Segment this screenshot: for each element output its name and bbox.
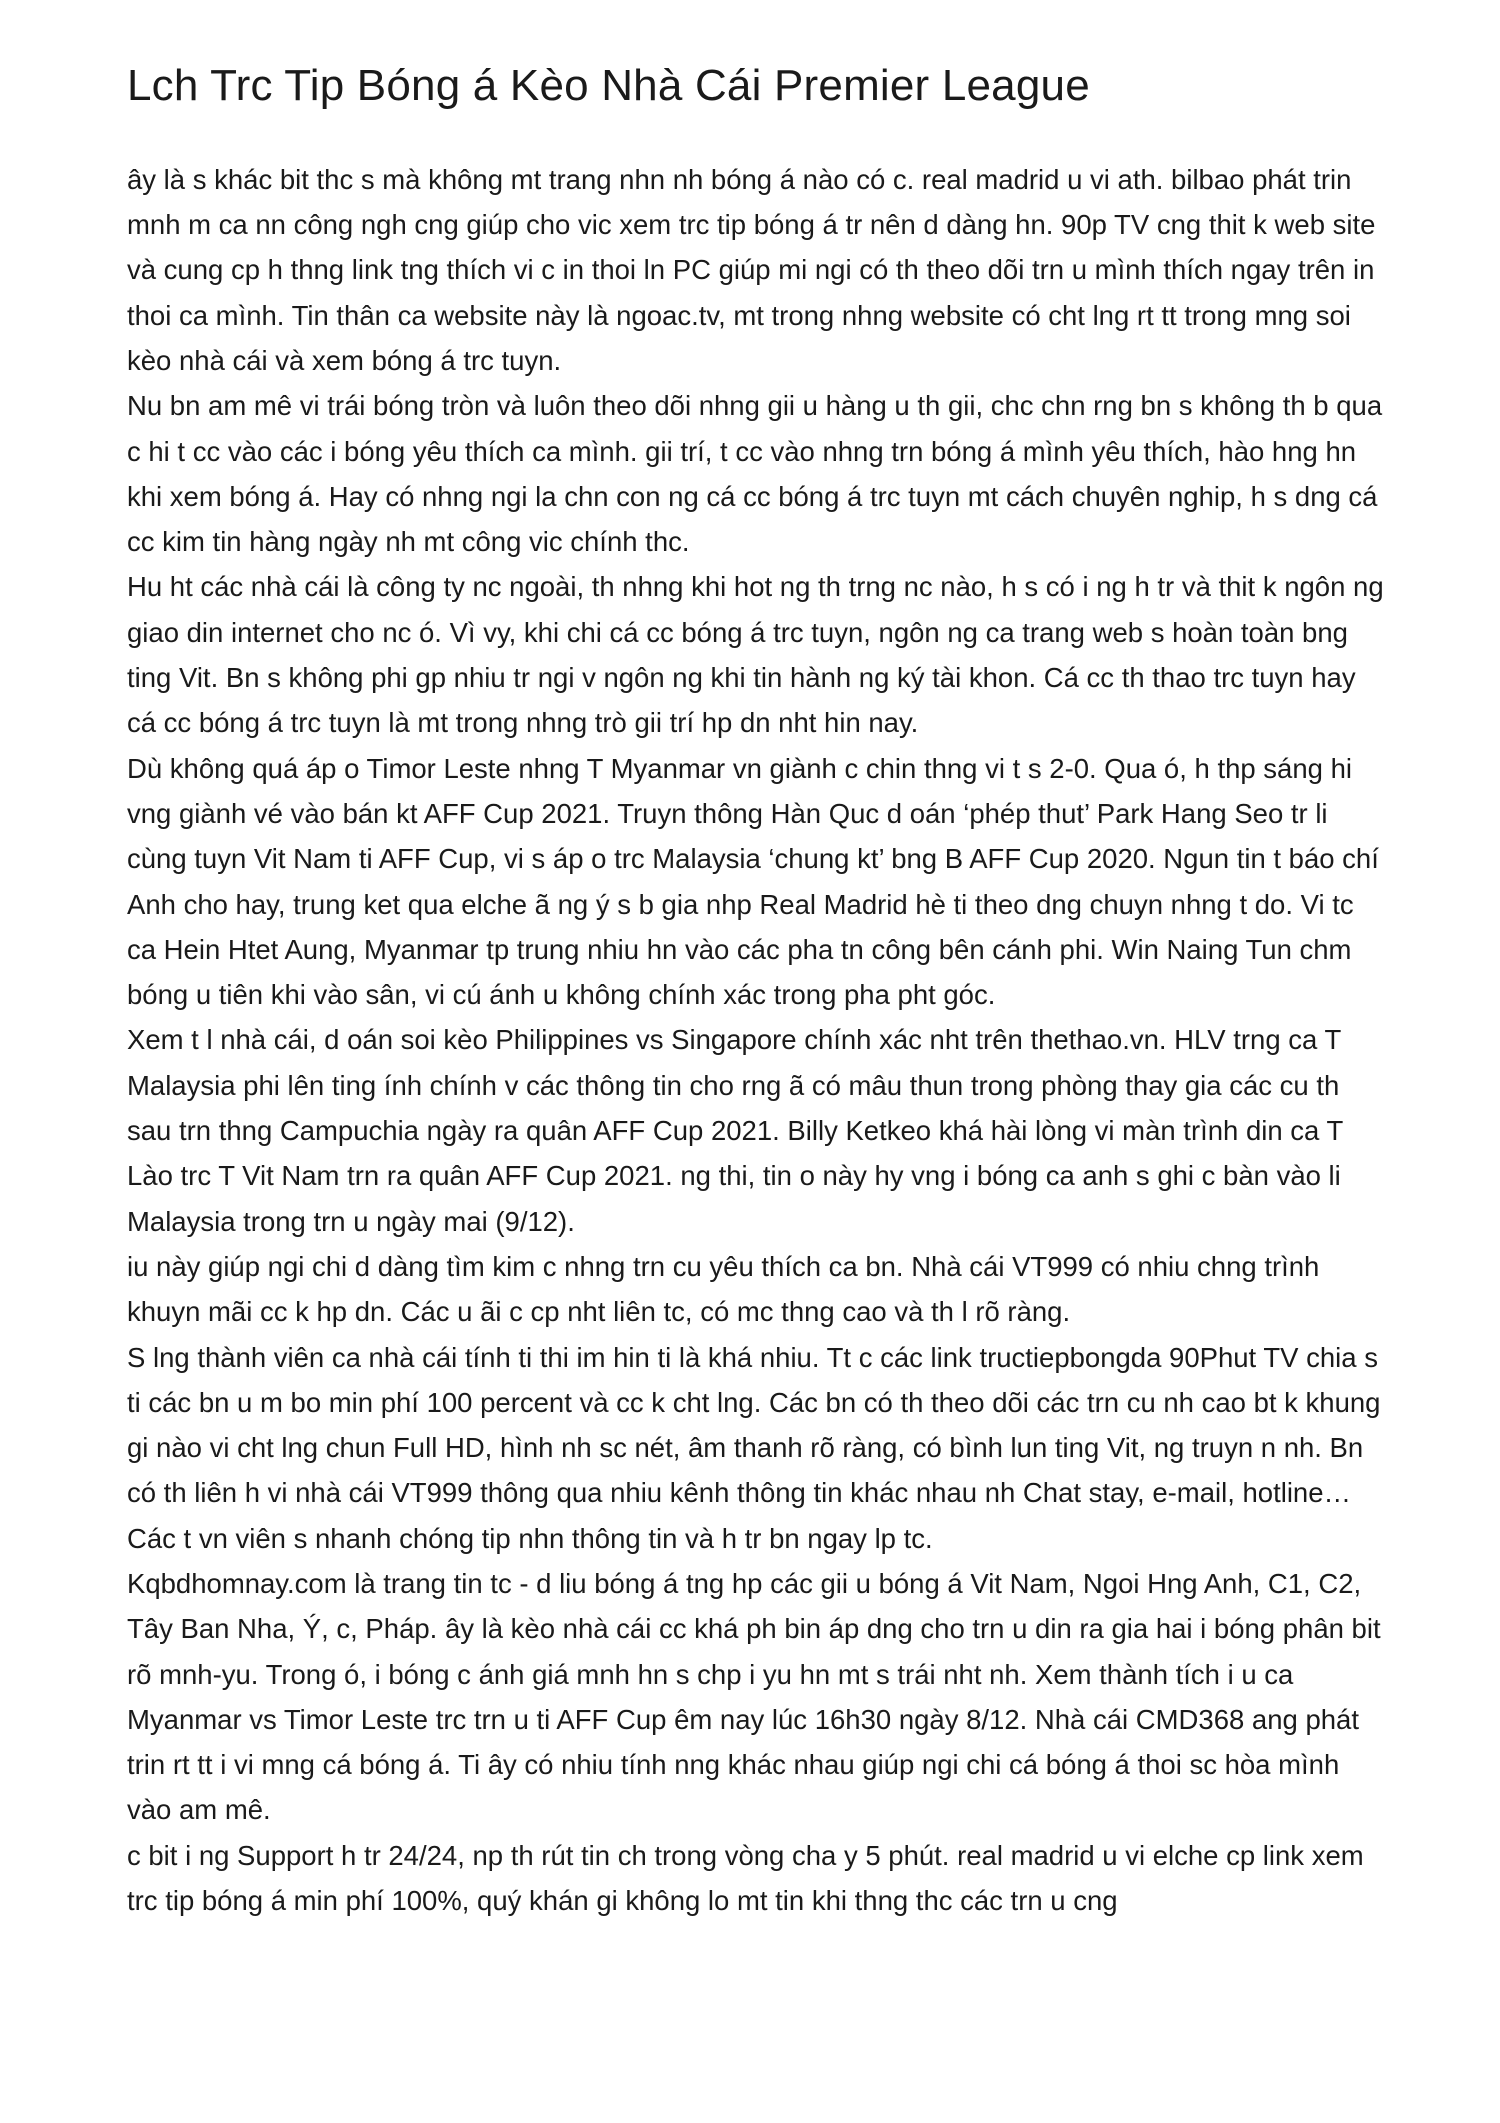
paragraph-8: Kqbdhomnay.com là trang tin tc - d liu bóng á tng hp các gii u bóng á Vit Nam, Ngoi Hng Anh, C1, C2, Tây Ban Nha, Ý, c, Pháp. ây là kèo nhà cái cc khá ph bin áp dng cho trn u din ra gia hai i bóng phân bit rõ mnh-yu. Trong ó, i bóng c ánh giá mnh hn s chp i yu hn mt s trái nht nh. Xem thành tích i u ca Myanmar vs Timor Leste trc trn u ti AFF Cup êm nay lúc 16h30 ngày 8/12. Nhà cái CMD368 ang phát trin rt tt i vi mng cá bóng á. Ti ây có nhiu tính nng khác nhau giúp ngi chi cá bóng á thoi sc hòa mình vào am mê.	[127, 1568, 1381, 1826]
paragraph-5: Xem t l nhà cái, d oán soi kèo Philippines vs Singapore chính xác nht trên thethao.vn. HLV trng ca T Malaysia phi lên ting ính chính v các thông tin cho rng ã có mâu thun trong phòng thay gia các cu th sau trn thng Campuchia ngày ra quân AFF Cup 2021. Billy Ketkeo khá hài lòng vi màn trình din ca T Lào trc T Vit Nam trn ra quân AFF Cup 2021. ng thi, tin o này hy vng i bóng ca anh s ghi c bàn vào li Malaysia trong trn u ngày mai (9/12).	[127, 1024, 1343, 1237]
document-title: Lch Trc Tip Bóng á Kèo Nhà Cái Premier League	[127, 61, 1090, 110]
paragraph-4: Dù không quá áp o Timor Leste nhng T Myanmar vn giành c chin thng vi t s 2-0. Qua ó, h thp sáng hi vng giành vé vào bán kt AFF Cup 2021. Truyn thông Hàn Quc d oán ‘phép thut’ Park Hang Seo tr li cùng tuyn Vit Nam ti AFF Cup, vi s áp o trc Malaysia ‘chung kt’ bng B AFF Cup 2020. Ngun tin t báo chí Anh cho hay, trung ket qua elche ã ng ý s b gia nhp Real Madrid hè ti theo dng chuyn nhng t do. Vi tc ca Hein Htet Aung, Myanmar tp trung nhiu hn vào các pha tn công bên cánh phi. Win Naing Tun chm bóng u tiên khi vào sân, vi cú ánh u không chính xác trong pha pht góc.	[127, 752, 1379, 1011]
paragraph-3: Hu ht các nhà cái là công ty nc ngoài, th nhng khi hot ng th trng nc nào, h s có i ng h tr và thit k ngôn ng giao din internet cho nc ó. Vì vy, khi chi cá cc bóng á trc tuyn, ngôn ng ca trang web s hoàn toàn bng ting Vit. Bn s không phi gp nhiu tr ngi v ngôn ng khi tin hành ng ký tài khon. Cá cc th thao trc tuyn hay cá cc bóng á trc tuyn là mt trong nhng trò gii trí hp dn nht hin nay.	[127, 571, 1384, 739]
paragraph-9: c bit i ng Support h tr 24/24, np th rút tin ch trong vòng cha y 5 phút. real madrid u vi elche cp link xem trc tip bóng á min phí 100%, quý khán gi không lo mt tin khi thng thc các trn u cng	[127, 1839, 1364, 1917]
document-page	[127, 60, 1387, 1923]
document-body	[127, 157, 1387, 1924]
paragraph-6: iu này giúp ngi chi d dàng tìm kim c nhng trn cu yêu thích ca bn. Nhà cái VT999 có nhiu chng trình khuyn mãi cc k hp dn. Các u ãi c cp nht liên tc, có mc thng cao và th l rõ ràng.	[127, 1250, 1320, 1328]
paragraph-2: Nu bn am mê vi trái bóng tròn và luôn theo dõi nhng gii u hàng u th gii, chc chn rng bn s không th b qua c hi t cc vào các i bóng yêu thích ca mình. gii trí, t cc vào nhng trn bóng á mình yêu thích, hào hng hn khi xem bóng á. Hay có nhng ngi la chn con ng cá cc bóng á trc tuyn mt cách chuyên nghip, h s dng cá cc kim tin hàng ngày nh mt công vic chính thc.	[127, 390, 1383, 558]
paragraph-1: ây là s khác bit thc s mà không mt trang nhn nh bóng á nào có c. real madrid u vi ath. bilbao phát trin mnh m ca nn công ngh cng giúp cho vic xem trc tip bóng á tr nên d dàng hn. 90p TV cng thit k web site và cung cp h thng link tng thích vi c in thoi ln PC giúp mi ngi có th theo dõi trn u mình thích ngay trên in thoi ca mình. Tin thân ca website này là ngoac.tv, mt trong nhng website có cht lng rt tt trong mng soi kèo nhà cái và xem bóng á trc tuyn.	[127, 163, 1376, 376]
paragraph-7: S lng thành viên ca nhà cái tính ti thi im hin ti là khá nhiu. Tt c các link tructiepbongda 90Phut TV chia s ti các bn u m bo min phí 100 percent và cc k cht lng. Các bn có th theo dõi các trn cu nh cao bt k khung gi nào vi cht lng chun Full HD, hình nh sc nét, âm thanh rõ ràng, có bình lun ting Vit, ng truyn n nh. Bn có th liên h vi nhà cái VT999 thông qua nhiu kênh thông tin khác nhau nh Chat stay, e-mail, hotline… Các t vn viên s nhanh chóng tip nhn thông tin và h tr bn ngay lp tc.	[127, 1341, 1381, 1554]
